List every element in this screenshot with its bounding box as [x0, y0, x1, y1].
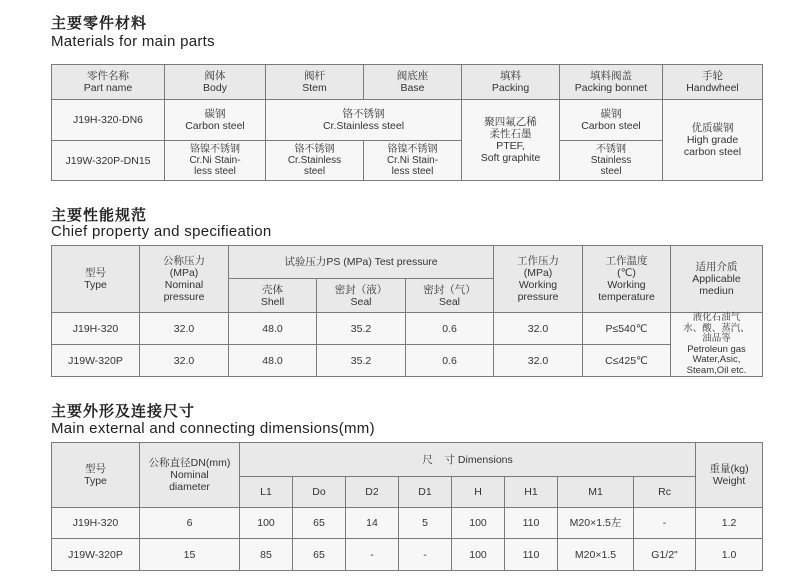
weight-cell: 1.0 [696, 539, 763, 571]
do-cell: 65 [293, 508, 346, 539]
header-weight: 重量(kg) Weight [696, 443, 763, 508]
header-applicable-medium: 适用介质 Applicable mediun [671, 246, 763, 313]
header-seal-gas: 密封（气） Seal [406, 279, 494, 313]
type-cell: J19H-320 [52, 508, 140, 539]
nominal-pressure-cell: 32.0 [140, 313, 229, 345]
working-pressure-cell: 32.0 [494, 345, 583, 377]
table-row [52, 313, 763, 345]
type-cell: J19H-320 [52, 313, 140, 345]
shell-cell: 48.0 [229, 345, 317, 377]
header-m1: M1 [558, 477, 634, 508]
header-do: Do [293, 477, 346, 508]
header-stem: 阀杆 Stem [266, 65, 364, 100]
property-title-en: Chief property and specifieation [51, 223, 272, 240]
header-d2: D2 [346, 477, 399, 508]
temperature-cell: C≤425℃ [583, 345, 671, 377]
header-test-pressure: 试验压力PS (MPa) Test pressure [229, 246, 494, 279]
d2-cell: - [346, 539, 399, 571]
body-material-cell: 碳钢 Carbon steel [165, 100, 266, 141]
table-row [52, 539, 763, 571]
part-name-cell: J19W-320P-DN15 [52, 141, 165, 181]
part-name-cell: J19H-320-DN6 [52, 100, 165, 141]
dn-cell: 6 [140, 508, 240, 539]
seal-gas-cell: 0.6 [406, 345, 494, 377]
header-nominal-pressure: 公称压力 (MPa) Nominal pressure [140, 246, 229, 313]
header-rc: Rc [634, 477, 696, 508]
header-working-temperature: 工作温度 (℃) Working temperature [583, 246, 671, 313]
dimensions-title-cn: 主要外形及连接尺寸 [51, 403, 196, 420]
header-base: 阀底座 Base [364, 65, 462, 100]
header-seal-liquid: 密封（液） Seal [317, 279, 406, 313]
header-packing: 填料 Packing [462, 65, 560, 100]
base-material-cell: 铬镍不锈钢 Cr.Ni Stain- less steel [364, 141, 462, 181]
seal-gas-cell: 0.6 [406, 313, 494, 345]
table-row [52, 508, 763, 539]
body-material-cell: 铬镍不锈钢 Cr.Ni Stain- less steel [165, 141, 266, 181]
header-packing-bonnet: 填料阀盖 Packing bonnet [560, 65, 663, 100]
header-l1: L1 [240, 477, 293, 508]
m1-cell: M20×1.5 [558, 539, 634, 571]
property-table [51, 245, 763, 377]
seal-liquid-cell: 35.2 [317, 313, 406, 345]
rc-cell: - [634, 508, 696, 539]
d1-cell: - [399, 539, 452, 571]
d2-cell: 14 [346, 508, 399, 539]
stem-base-material-cell: 铬不锈钢 Cr.Stainless steel [266, 100, 462, 141]
header-dimensions: 尺 寸 Dimensions [240, 443, 696, 477]
header-d1: D1 [399, 477, 452, 508]
dimensions-title-en: Main external and connecting dimensions(mm) [51, 420, 375, 437]
dimensions-table [51, 442, 763, 571]
seal-liquid-cell: 35.2 [317, 345, 406, 377]
packing-material-cell: 聚四氟乙稀 柔性石墨 PTEF, Soft graphite [462, 100, 560, 181]
d1-cell: 5 [399, 508, 452, 539]
bonnet-material-cell: 碳钢 Carbon steel [560, 100, 663, 141]
h-cell: 100 [452, 539, 505, 571]
header-body: 阀体 Body [165, 65, 266, 100]
h1-cell: 110 [505, 539, 558, 571]
stem-material-cell: 铬不锈钢 Cr.Stainless steel [266, 141, 364, 181]
rc-cell: G1/2" [634, 539, 696, 571]
handwheel-material-cell: 优质碳钢 High grade carbon steel [663, 100, 763, 181]
materials-table [51, 64, 763, 181]
l1-cell: 85 [240, 539, 293, 571]
table-row [52, 345, 763, 377]
header-type: 型号 Type [52, 246, 140, 313]
materials-title-cn: 主要零件材料 [51, 15, 148, 32]
medium-cell: 液化石油气 水、酸、蒸汽、 油品等 Petroleun gas Water,Asic, Steam,Oil etc. [671, 313, 763, 377]
header-shell: 壳体 Shell [229, 279, 317, 313]
header-nominal-diameter: 公称直径DN(mm) Nominal diameter [140, 443, 240, 508]
materials-title-en: Materials for main parts [51, 33, 215, 50]
h1-cell: 110 [505, 508, 558, 539]
header-type: 型号 Type [52, 443, 140, 508]
nominal-pressure-cell: 32.0 [140, 345, 229, 377]
type-cell: J19W-320P [52, 345, 140, 377]
header-working-pressure: 工作压力 (MPa) Working pressure [494, 246, 583, 313]
dn-cell: 15 [140, 539, 240, 571]
header-handwheel: 手轮 Handwheel [663, 65, 763, 100]
header-part-name: 零件名称 Part name [52, 65, 165, 100]
l1-cell: 100 [240, 508, 293, 539]
type-cell: J19W-320P [52, 539, 140, 571]
weight-cell: 1.2 [696, 508, 763, 539]
working-pressure-cell: 32.0 [494, 313, 583, 345]
header-h: H [452, 477, 505, 508]
header-h1: H1 [505, 477, 558, 508]
shell-cell: 48.0 [229, 313, 317, 345]
h-cell: 100 [452, 508, 505, 539]
property-title-cn: 主要性能规范 [51, 207, 148, 224]
do-cell: 65 [293, 539, 346, 571]
temperature-cell: P≤540℃ [583, 313, 671, 345]
bonnet-material-cell: 不锈钢 Stainless steel [560, 141, 663, 181]
m1-cell: M20×1.5左 [558, 508, 634, 539]
